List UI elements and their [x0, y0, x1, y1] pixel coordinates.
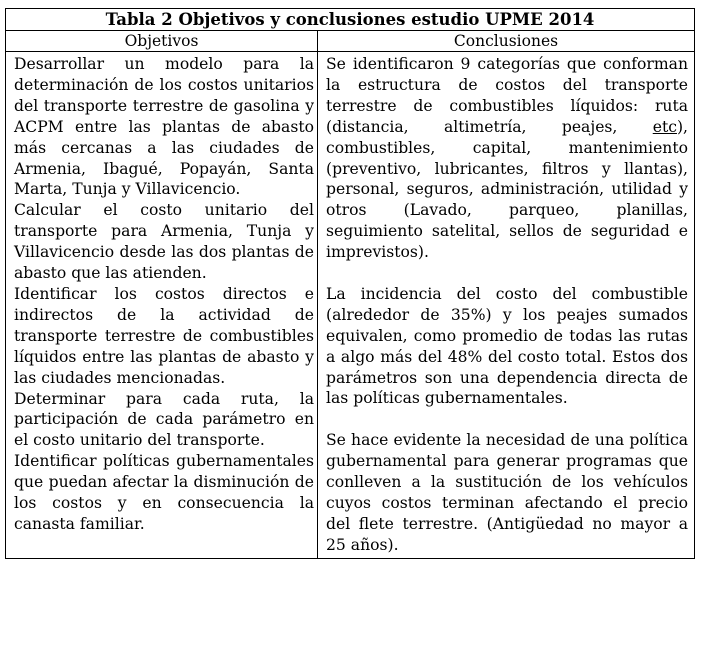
- objectives-conclusions-table: [5, 8, 695, 559]
- conclusion-text: ), combustibles, capital, mantenimiento (preventivo, lubricantes, filtros y llantas), personal, seguros, administración, utilidad y otros (Lavado, parqueo, planillas, seguimiento satelital, sellos de seguridad e imprevistos).: [326, 117, 689, 262]
- conclusions-cell: [318, 52, 695, 559]
- conclusion-item: La incidencia del costo del combustible (alrededor de 35%) y los peajes sumados equivalen, como promedio de todas las rutas a algo más del 48% del costo total. Estos dos parámetros son una dependencia directa de las políticas gubernamentales.: [326, 284, 689, 408]
- conclusion-text: Se identificaron 9 categorías que conforman la estructura de costos del transporte terrestre de combustibles líquidos: ruta (distancia, altimetría, peajes,: [326, 55, 689, 136]
- conclusion-item: Se hace evidente la necesidad de una política gubernamental para generar programas que conlleven a la sustitución de los vehículos cuyos costos terminan afectando el precio del flete terrestre. (Antigüedad no mayor a 25 años).: [326, 431, 689, 554]
- objectives-cell: [6, 52, 318, 559]
- objective-item: Identificar políticas gubernamentales que puedan afectar la disminución de los costos y en consecuencia la canasta familiar.: [14, 452, 314, 533]
- objective-item: Determinar para cada ruta, la participación de cada parámetro en el costo unitario del transporte.: [14, 389, 314, 450]
- conclusions-header: Conclusiones: [318, 31, 695, 52]
- objective-item: Identificar los costos directos e indirectos de la actividad de transporte terrestre de combustibles líquidos entre las plantas de abasto y las ciudades mencionadas.: [14, 284, 314, 387]
- objective-item: Desarrollar un modelo para la determinación de los costos unitarios del transporte terrestre de gasolina y ACPM entre las plantas de abasto más cercanas a las ciudades de Armenia, Ibagué, Popayán, Santa Marta, Tunja y Villavicencio.: [14, 55, 314, 199]
- paragraph-spacer: [326, 409, 688, 430]
- objectives-header: Objetivos: [6, 31, 318, 52]
- conclusion-item: [326, 54, 688, 263]
- table-title: Tabla 2 Objetivos y conclusiones estudio UPME 2014: [6, 9, 695, 31]
- objective-item: Calcular el costo unitario del transporte para Armenia, Tunja y Villavicencio desde las dos plantas de abasto que las atienden.: [14, 201, 314, 283]
- paragraph-spacer: [326, 263, 688, 284]
- underlined-abbreviation: etc: [652, 117, 677, 136]
